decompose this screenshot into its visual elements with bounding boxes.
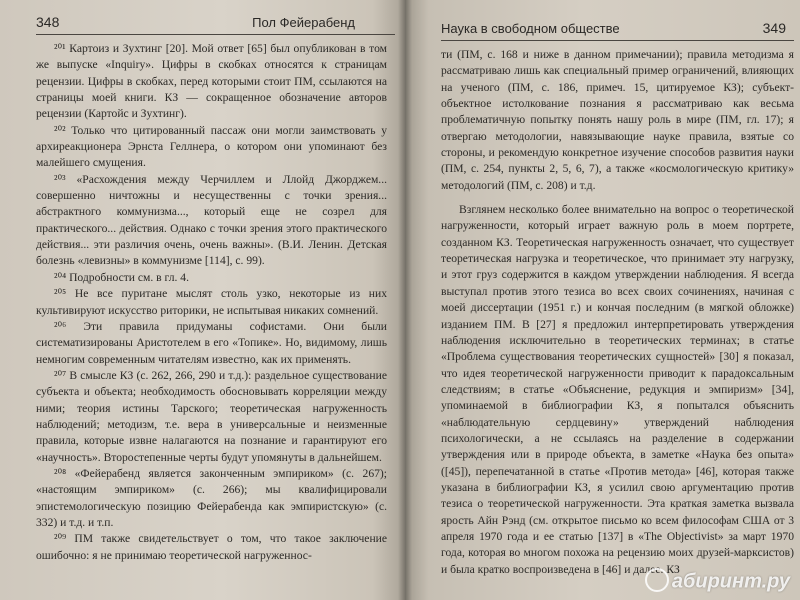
footnote: ²⁰¹ Картоиз и Зухтинг [20]. Мой ответ [65] был опубликован в том же выпуске «Inquiry». Цифры в скобках относятся к страницам рецензии. Цифры в скобках, перед которыми стоит ПМ, ссылаются на страницы моей книги. КЗ — сокращенное обозначение авторов рецензии (Картойс и Зухтинг). — [36, 42, 387, 121]
left-page-header — [36, 14, 395, 35]
labirint-logo-icon — [645, 568, 669, 592]
footnote: ²⁰⁸ «Фейерабенд является законченным эмпириком» (с. 267); «настоящим эмпириком» (с. 266); мы квалифицировали эпистемологическую позицию Фейерабенда как эмпиристскую» (с. 332) и т.д. и т.п. — [36, 466, 387, 529]
footnote: ²⁰⁷ В смысле КЗ (с. 262, 266, 290 и т.д.): раздельное существование субъекта и объекта; необходимость обосновывать корреляции между ними; теория истины Тарского; теоретическая нагруженность наблюдений; методизм, т.е. вера в универсальные и неизменные правила, которые извне налагаются на познание и гарантируют его «научность». Второстепенные черты будут упомянуты в дальнейшем. — [36, 368, 387, 464]
running-head: Пол Фейерабенд — [252, 15, 355, 30]
footnote: ²⁰⁶ Эти правила придуманы софистами. Они были систематизированы Аристотелем в его «Топике». Но, видимому, лишь немногим современным читателям известно, как их применять. — [36, 319, 387, 366]
watermark-text: абиринт.ру — [671, 570, 790, 593]
footnote: ²⁰⁵ Не все пуритане мыслят столь узко, некоторые из них культивируют искусство риторики, не испытывая никаких сомнений. — [36, 287, 387, 317]
book-gutter — [398, 0, 412, 600]
footnote: ²⁰⁴ Подробности см. в гл. 4. — [54, 270, 189, 284]
running-head: Наука в свободном обществе — [441, 21, 620, 36]
page-number: 348 — [36, 14, 60, 30]
paragraph: ти (ПМ, с. 168 и ниже в данном примечании); правила методизма я рассматриваю лишь как специальный пример ограничений, влияющих на ученого (ПМ, с. 186, примеч. 15, цитируемое КЗ); субъект-объектное истолкование познания я рассматриваю как весьма проблематичную попытку понять нашу роль в мире (ПМ, гл. 17); я отвергаю методологии, навязывающие науке правила, взятые со стороны, и рекомендую конкретное изучение способов развития науки (ПМ, с. 254, пункты 2, 5, 6, 7), а также «космологическую критику» методологий (ПМ, с. 208) и т.д. — [441, 48, 794, 192]
footnote: ²⁰⁹ ПМ также свидетельствует о том, что такое заключение ошибочно: я не принимаю теоретической нагруженнос- — [36, 532, 387, 562]
body-text — [441, 47, 794, 578]
footnote: ²⁰² Только что цитированный пассаж они могли заимствовать у архиреакционера Эрнста Геллнера, о котором они упоминают без малейшего смущения. — [36, 123, 387, 170]
right-page-header — [441, 20, 794, 41]
footnotes-text — [36, 41, 395, 564]
right-page — [405, 0, 800, 600]
page-number: 349 — [762, 20, 786, 36]
watermark — [645, 570, 790, 594]
paragraph: Взглянем несколько более внимательно на вопрос о теоретической нагруженности, который играет важную роль в моем портрете, созданном КЗ. Теоретическая нагруженность означает, что существует теоретическая нагрузка и теоретическое, что принимает эту нагрузку, и этот груз содержится в каждом утверждении наблюдения. Я всегда выступал против этого тезиса во всех своих сочинениях, начиная с моей диссертации (1951 г.) и кончая последним (в мягкой обложке) изданием ПМ. В [27] я предложил интерпретировать утверждения наблюдения исключительно в теоретических терминах; в статье «Проблема существования теоретических сущностей» [30] я показал, что идея теоретической нагруженности приводит к парадоксальным следствиям; в статье «Объяснение, редукция и эмпиризм» [34], упоминаемой в библиографии КЗ, я попытался объяснить «наблюдательную сердцевину» утверждений наблюдения психологически, а не ссылаясь на разделение в содержании утверждения или в природе объекта, в заметке «Наука без опыта» ([45]), перепечатанной в статье «Против метода» [46], которая также указана в библиографии КЗ, я усилил свою аргументацию против тезиса о теоретической нагруженности. Эта краткая заметка вызвала ярость Айн Рэнд (см. открытое письмо ко всем философам США от 3 апреля 1970 года и ее статью [137] в «The Objectivist» за март 1970 года, которая во многом похожа на рецензию моих друзей-марксистов) и была кратко воспроизведена в [46] и далее. КЗ — [441, 203, 794, 576]
footnote: ²⁰³ «Расхождения между Черчиллем и Ллойд Джорджем... совершенно ничтожны и несущественны с точки зрения... абстрактного коммунизма..., который еще не созрел для практического... действия. Однако с точки зрения этого практического действия... эти различия очень, очень важны». (В.И. Ленин. Детская болезнь «левизны» в коммунизме [114], с. 99). — [36, 172, 387, 268]
